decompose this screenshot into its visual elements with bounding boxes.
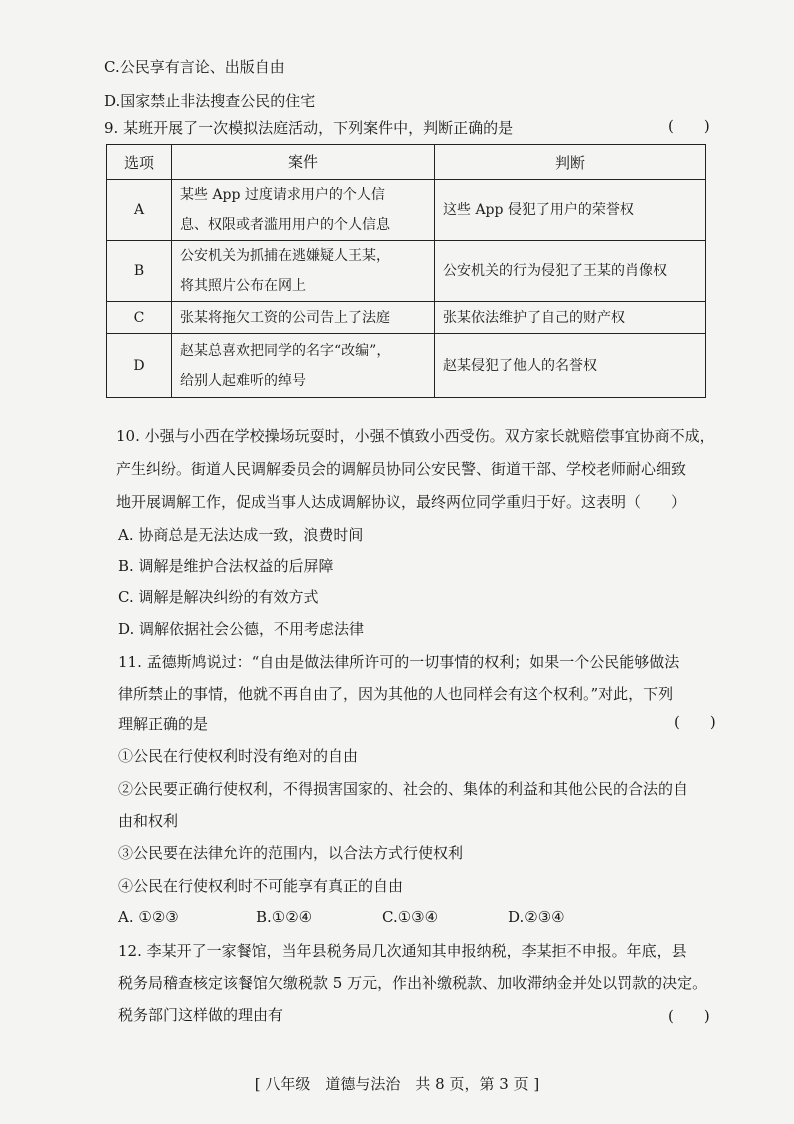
- row-judgment: 赵某侵犯了他人的名誉权: [435, 334, 706, 398]
- table-row: [107, 334, 706, 398]
- row-case: [172, 334, 435, 398]
- question-11-choice-b: B.①②④: [256, 908, 313, 926]
- question-11-statement-1: ①公民在行使权利时没有绝对的自由: [118, 747, 359, 765]
- question-9-stem: 9. 某班开展了一次模拟法庭活动，下列案件中，判断正确的是: [104, 119, 514, 137]
- row-judgment: 这些 App 侵犯了用户的荣誉权: [435, 180, 706, 241]
- question-11-answer-paren: ( ): [674, 713, 716, 731]
- question-12-line: 税务部门这样做的理由有: [118, 1006, 284, 1024]
- question-11-line: 理解正确的是: [118, 715, 209, 733]
- table-row: [107, 180, 706, 241]
- table-header-row: [107, 145, 706, 180]
- row-case-line: 赵某总喜欢把同学的名字“改编”，: [180, 342, 391, 359]
- question-10-option-a: A. 协商总是无法达成一致，浪费时间: [118, 526, 364, 544]
- row-option: A: [107, 180, 172, 241]
- question-10-option-d: D. 调解依据社会公德，不用考虑法律: [118, 620, 365, 638]
- row-case: [172, 302, 435, 334]
- row-case-line: 给别人起难听的绰号: [180, 372, 306, 389]
- row-case-line: 公安机关为抓捕在逃嫌疑人王某，: [180, 248, 390, 264]
- question-10-line: 10. 小强与小西在学校操场玩耍时，小强不慎致小西受伤。双方家长就赔偿事宜协商不成，: [116, 427, 715, 445]
- row-option: C: [107, 302, 172, 334]
- row-judgment: 公安机关的行为侵犯了王某的肖像权: [435, 241, 706, 302]
- question-9-table: [106, 144, 706, 398]
- question-11-choice-d: D.②③④: [508, 908, 565, 926]
- question-11-line: 律所禁止的事情，他就不再自由了，因为其他的人也同样会有这个权利。”对此，下列: [118, 685, 674, 703]
- question-11-statement-3: ③公民要在法律允许的范围内，以合法方式行使权利: [118, 844, 464, 862]
- question-11-choice-a: A. ①②③: [118, 908, 179, 926]
- header-judgment: 判断: [435, 145, 706, 180]
- question-10-option-b: B. 调解是维护合法权益的后屏障: [118, 557, 334, 575]
- row-case-line: 某些 App 过度请求用户的个人信: [180, 187, 385, 203]
- table-row: [107, 241, 706, 302]
- table-row: [107, 302, 706, 334]
- option-c-previous: C.公民享有言论、出版自由: [104, 58, 285, 76]
- question-12-line: 税务局稽查核定该餐馆欠缴税款 5 万元，作出补缴税款、加收滞纳金并处以罚款的决定。: [118, 974, 708, 992]
- question-10-line: 地开展调解工作，促成当事人达成调解协议，最终两位同学重归于好。这表明（ ）: [116, 493, 687, 511]
- question-11-statement-2-cont: 由和权利: [118, 812, 179, 830]
- row-option: B: [107, 241, 172, 302]
- question-12-line: 12. 李某开了一家餐馆，当年县税务局几次通知其申报纳税，李某拒不申报。年底，县: [118, 942, 687, 960]
- question-11-line: 11. 孟德斯鸠说过：“自由是做法律所许可的一切事情的权利；如果一个公民能够做法: [118, 653, 680, 671]
- question-9-answer-paren: ( ): [668, 117, 710, 135]
- row-case: [172, 241, 435, 302]
- header-case: 案件: [172, 145, 435, 180]
- option-d-previous: D.国家禁止非法搜查公民的住宅: [104, 92, 316, 110]
- page-footer: [ 八年级 道德与法治 共 8 页，第 3 页 ]: [254, 1075, 540, 1093]
- row-case-line: 息、权限或者滥用用户的个人信息: [180, 217, 390, 233]
- row-option: D: [107, 334, 172, 398]
- question-10-line: 产生纠纷。街道人民调解委员会的调解员协同公安民警、街道干部、学校老师耐心细致: [116, 460, 687, 478]
- question-11-choice-c: C.①③④: [382, 908, 439, 926]
- question-11-statement-4: ④公民在行使权利时不可能享有真正的自由: [118, 877, 404, 895]
- row-judgment: 张某依法维护了自己的财产权: [435, 302, 706, 334]
- row-case: [172, 180, 435, 241]
- row-case-line: 张某将拖欠工资的公司告上了法庭: [180, 309, 390, 326]
- question-10-option-c: C. 调解是解决纠纷的有效方式: [118, 588, 319, 606]
- question-12-answer-paren: ( ): [668, 1007, 710, 1025]
- question-11-statement-2: ②公民要正确行使权利，不得损害国家的、社会的、集体的利益和其他公民的合法的自: [118, 780, 689, 798]
- row-case-line: 将其照片公布在网上: [180, 278, 306, 294]
- header-option: 选项: [107, 145, 172, 180]
